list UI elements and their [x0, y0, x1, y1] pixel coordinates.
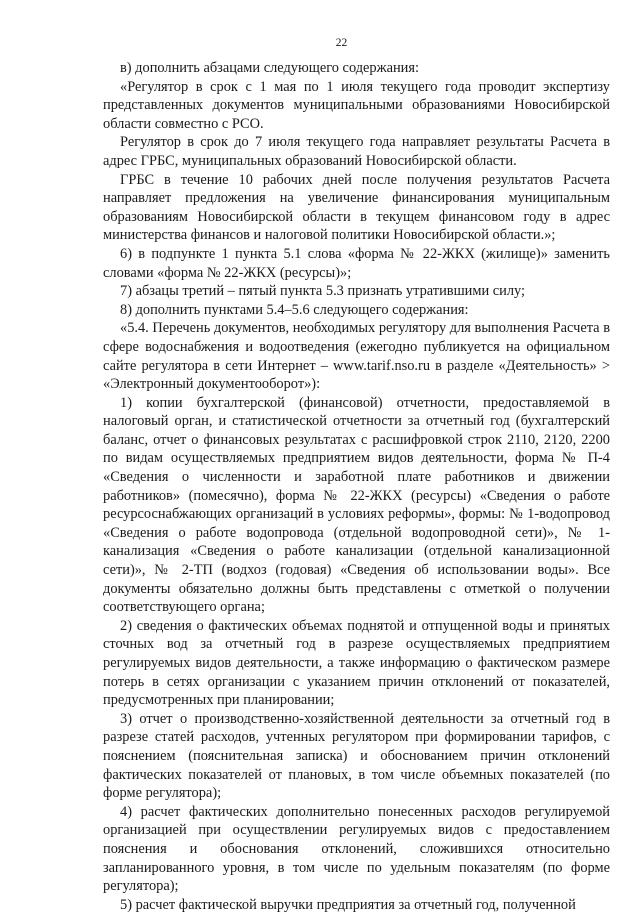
page-number: 22: [335, 37, 348, 49]
list-item-4: 4) расчет фактических дополнительно понесенных расходов регулируемой организацией при осуществлении регулируемых видов с предоставлением пояснения и обоснования отклонений, сложившихся относительно запланированного уровня, в том числе по удельным показателям (по форме регулятора);: [103, 803, 610, 895]
list-item-5: 5) расчет фактической выручки предприятия за отчетный год, полученной: [120, 896, 576, 913]
paragraph-regulator-results: Регулятор в срок до 7 июля текущего года направляет результаты Расчета в адрес ГРБС, муниципальных образований Новосибирской области.: [103, 134, 610, 169]
paragraph-regulator-expertise: «Регулятор в срок с 1 мая по 1 июля текущего года проводит экспертизу представленных документов муниципальными образованиями Новосибирской области совместно с РСО.: [103, 78, 610, 132]
list-item-1: 1) копии бухгалтерской (финансовой) отчетности, предоставляемой в налоговый орган, и статистической отчетности за отчетный год (бухгалтерский баланс, отчет о финансовых результатах с расшифровкой строк 2110, 2120, 2200 по видам осуществляемых предприятием видов деятельности, форма № П-4 «Сведения о численности и заработной плате работников и движении работников» (помесячно), форма № 22-ЖКХ (ресурсы) «Сведения о работе ресурсоснабжающих организаций в условиях реформы», формы: № 1-водопровод «Сведения о работе водопровода (отдельной водопроводной сети)», № 1-канализация «Сведения о работе канализации (отдельной канализационной сети)», № 2-ТП (водхоз (годовая) «Сведения об использовании воды». Все документы обязательно должны быть представлены с отметкой о получении соответствующего органа;: [103, 394, 610, 616]
paragraph-item-6: 6) в подпункте 1 пункта 5.1 слова «форма № 22-ЖКХ (жилище)» заменить словами «форма № 22-ЖКХ (ресурсы)»;: [103, 245, 610, 281]
paragraph-item-7: 7) абзацы третий – пятый пункта 5.3 признать утратившими силу;: [120, 283, 526, 300]
list-item-3: 3) отчет о производственно-хозяйственной деятельности за отчетный год в разрезе статей расходов, учтенных регулятором при формировании тарифов, с пояснением (пояснительная записка) и обоснованием причин отклонений фактических показателей от плановых, в том числе объемных показателей (по форме регулятора);: [103, 710, 610, 802]
paragraph-intro-v: в) дополнить абзацами следующего содержания:: [120, 60, 419, 76]
paragraph-grbs-proposals: ГРБС в течение 10 рабочих дней после получения результатов Расчета направляет предложения на увеличение финансирования муниципальным образованиям Новосибирской области в текущем финансовом году в адрес министерства финансов и налоговой политики Новосибирской области.»;: [103, 171, 610, 244]
paragraph-clause-5-4: «5.4. Перечень документов, необходимых регулятору для выполнения Расчета в сфере водоснабжения и водоотведения (ежегодно публикуется на официальном сайте регулятора в сети Интернет – www.tarif.nso.ru в разделе «Деятельность» > «Электронный документооборот»):: [103, 320, 610, 393]
paragraph-item-8: 8) дополнить пунктами 5.4–5.6 следующего содержания:: [120, 301, 469, 318]
list-item-2: 2) сведения о фактических объемах поднятой и отпущенной воды и принятых сточных вод за отчетный год в разрезе осуществляемых предприятием регулируемых видов деятельности, а также информацию о фактическом размере потерь в сетях организации с указанием причин отклонений от показателей, предусмотренных при планировании;: [103, 617, 610, 709]
